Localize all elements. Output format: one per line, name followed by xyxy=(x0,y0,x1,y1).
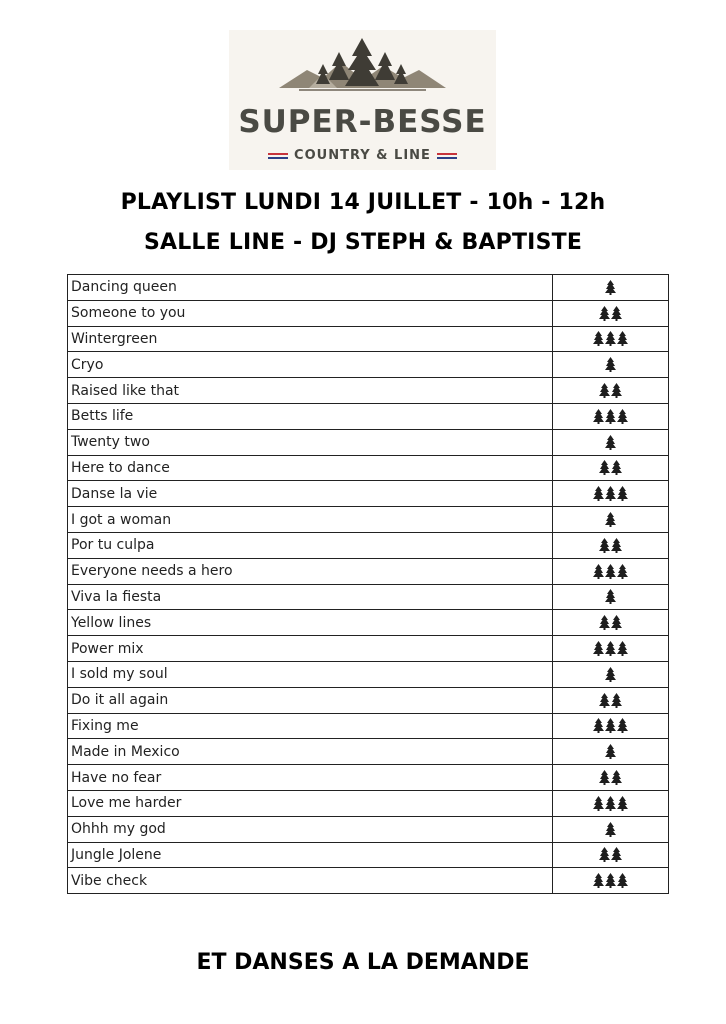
song-title: Everyone needs a hero xyxy=(68,558,553,584)
brand-subtitle xyxy=(229,148,496,163)
difficulty-level xyxy=(553,507,669,533)
table-row xyxy=(68,275,669,301)
playlist-title: PLAYLIST LUNDI 14 JUILLET - 10h - 12h xyxy=(120,190,606,215)
pine-tree-icon xyxy=(617,564,628,579)
pine-tree-icon xyxy=(605,486,616,501)
level-icons xyxy=(593,331,628,346)
level-icons xyxy=(593,873,628,888)
difficulty-level xyxy=(553,790,669,816)
pine-tree-icon xyxy=(605,331,616,346)
difficulty-level xyxy=(553,765,669,791)
pine-tree-icon xyxy=(611,847,622,862)
song-title: Yellow lines xyxy=(68,610,553,636)
difficulty-level xyxy=(553,610,669,636)
pine-tree-icon xyxy=(593,873,604,888)
level-icons xyxy=(605,512,616,527)
difficulty-level xyxy=(553,868,669,894)
level-icons xyxy=(605,435,616,450)
pine-tree-icon xyxy=(593,486,604,501)
pine-tree-icon xyxy=(611,460,622,475)
table-row xyxy=(68,455,669,481)
song-title: Ohhh my god xyxy=(68,816,553,842)
table-row xyxy=(68,300,669,326)
difficulty-level xyxy=(553,378,669,404)
difficulty-level xyxy=(553,326,669,352)
song-title: Someone to you xyxy=(68,300,553,326)
pine-tree-icon xyxy=(605,641,616,656)
pine-tree-icon xyxy=(617,331,628,346)
level-icons xyxy=(593,564,628,579)
level-icons xyxy=(593,796,628,811)
pine-tree-icon xyxy=(605,589,616,604)
level-icons xyxy=(593,409,628,424)
level-icons xyxy=(593,486,628,501)
difficulty-level xyxy=(553,481,669,507)
mountains-trees-icon xyxy=(279,36,446,96)
table-row xyxy=(68,378,669,404)
table-row xyxy=(68,842,669,868)
level-icons xyxy=(599,615,622,630)
song-title: Have no fear xyxy=(68,765,553,791)
song-title: Jungle Jolene xyxy=(68,842,553,868)
level-icons xyxy=(599,538,622,553)
level-icons xyxy=(593,718,628,733)
pine-tree-icon xyxy=(617,873,628,888)
song-title: Made in Mexico xyxy=(68,739,553,765)
pine-tree-icon xyxy=(593,409,604,424)
pine-tree-icon xyxy=(605,822,616,837)
level-icons xyxy=(599,306,622,321)
flag-stripes-icon xyxy=(437,153,457,159)
table-row xyxy=(68,765,669,791)
pine-tree-icon xyxy=(605,357,616,372)
pine-tree-icon xyxy=(611,770,622,785)
difficulty-level xyxy=(553,455,669,481)
table-row xyxy=(68,610,669,636)
pine-tree-icon xyxy=(605,435,616,450)
pine-tree-icon xyxy=(593,718,604,733)
pine-tree-icon xyxy=(593,796,604,811)
difficulty-level xyxy=(553,713,669,739)
pine-tree-icon xyxy=(599,460,610,475)
song-title: Fixing me xyxy=(68,713,553,739)
difficulty-level xyxy=(553,842,669,868)
logo xyxy=(229,30,496,170)
table-row xyxy=(68,326,669,352)
pine-tree-icon xyxy=(605,512,616,527)
level-icons xyxy=(605,744,616,759)
pine-tree-icon xyxy=(599,615,610,630)
song-title: Here to dance xyxy=(68,455,553,481)
brand-name: SUPER-BESSE xyxy=(238,104,487,140)
pine-tree-icon xyxy=(599,383,610,398)
table-row xyxy=(68,713,669,739)
song-title: I sold my soul xyxy=(68,661,553,687)
flag-stripes-icon xyxy=(268,153,288,159)
pine-tree-icon xyxy=(611,615,622,630)
song-title: Betts life xyxy=(68,403,553,429)
difficulty-level xyxy=(553,636,669,662)
difficulty-level xyxy=(553,584,669,610)
pine-tree-icon xyxy=(599,847,610,862)
pine-tree-icon xyxy=(605,718,616,733)
level-icons xyxy=(605,667,616,682)
pine-tree-icon xyxy=(593,564,604,579)
difficulty-level xyxy=(553,352,669,378)
brand-subtitle-text: COUNTRY & LINE xyxy=(294,148,431,163)
level-icons xyxy=(599,847,622,862)
song-title: Wintergreen xyxy=(68,326,553,352)
difficulty-level xyxy=(553,558,669,584)
song-title: Twenty two xyxy=(68,429,553,455)
room-dj-line: SALLE LINE - DJ STEPH & BAPTISTE xyxy=(143,230,583,255)
pine-tree-icon xyxy=(611,693,622,708)
song-title: Viva la fiesta xyxy=(68,584,553,610)
song-title: Do it all again xyxy=(68,687,553,713)
pine-tree-icon xyxy=(605,280,616,295)
pine-tree-icon xyxy=(593,331,604,346)
playlist-table xyxy=(67,274,669,894)
table-row xyxy=(68,816,669,842)
table-row xyxy=(68,352,669,378)
pine-tree-icon xyxy=(611,538,622,553)
table-row xyxy=(68,507,669,533)
song-title: Love me harder xyxy=(68,790,553,816)
pine-tree-icon xyxy=(617,409,628,424)
pine-tree-icon xyxy=(605,667,616,682)
pine-tree-icon xyxy=(599,538,610,553)
table-row xyxy=(68,790,669,816)
level-icons xyxy=(605,822,616,837)
level-icons xyxy=(605,357,616,372)
pine-tree-icon xyxy=(605,744,616,759)
song-title: Danse la vie xyxy=(68,481,553,507)
song-title: Raised like that xyxy=(68,378,553,404)
difficulty-level xyxy=(553,739,669,765)
difficulty-level xyxy=(553,687,669,713)
pine-tree-icon xyxy=(605,564,616,579)
table-row xyxy=(68,532,669,558)
pine-tree-icon xyxy=(617,641,628,656)
level-icons xyxy=(599,383,622,398)
table-row xyxy=(68,481,669,507)
table-row xyxy=(68,403,669,429)
pine-tree-icon xyxy=(593,641,604,656)
pine-tree-icon xyxy=(599,693,610,708)
pine-tree-icon xyxy=(611,306,622,321)
song-title: Cryo xyxy=(68,352,553,378)
level-icons xyxy=(599,460,622,475)
level-icons xyxy=(605,589,616,604)
difficulty-level xyxy=(553,429,669,455)
song-title: Vibe check xyxy=(68,868,553,894)
difficulty-level xyxy=(553,403,669,429)
difficulty-level xyxy=(553,532,669,558)
table-row xyxy=(68,661,669,687)
song-title: I got a woman xyxy=(68,507,553,533)
song-title: Power mix xyxy=(68,636,553,662)
level-icons xyxy=(605,280,616,295)
difficulty-level xyxy=(553,275,669,301)
table-row xyxy=(68,687,669,713)
pine-tree-icon xyxy=(605,409,616,424)
pine-tree-icon xyxy=(605,796,616,811)
difficulty-level xyxy=(553,300,669,326)
table-row xyxy=(68,584,669,610)
playlist-body xyxy=(68,275,669,894)
table-row xyxy=(68,429,669,455)
difficulty-level xyxy=(553,816,669,842)
level-icons xyxy=(599,770,622,785)
pine-tree-icon xyxy=(599,306,610,321)
pine-tree-icon xyxy=(605,873,616,888)
pine-tree-icon xyxy=(617,486,628,501)
song-title: Por tu culpa xyxy=(68,532,553,558)
pine-tree-icon xyxy=(617,796,628,811)
pine-tree-icon xyxy=(599,770,610,785)
level-icons xyxy=(599,693,622,708)
table-row xyxy=(68,739,669,765)
table-row xyxy=(68,558,669,584)
song-title: Dancing queen xyxy=(68,275,553,301)
difficulty-level xyxy=(553,661,669,687)
pine-tree-icon xyxy=(611,383,622,398)
table-row xyxy=(68,636,669,662)
level-icons xyxy=(593,641,628,656)
pine-tree-icon xyxy=(617,718,628,733)
footer-note: ET DANSES A LA DEMANDE xyxy=(196,950,530,975)
table-row xyxy=(68,868,669,894)
